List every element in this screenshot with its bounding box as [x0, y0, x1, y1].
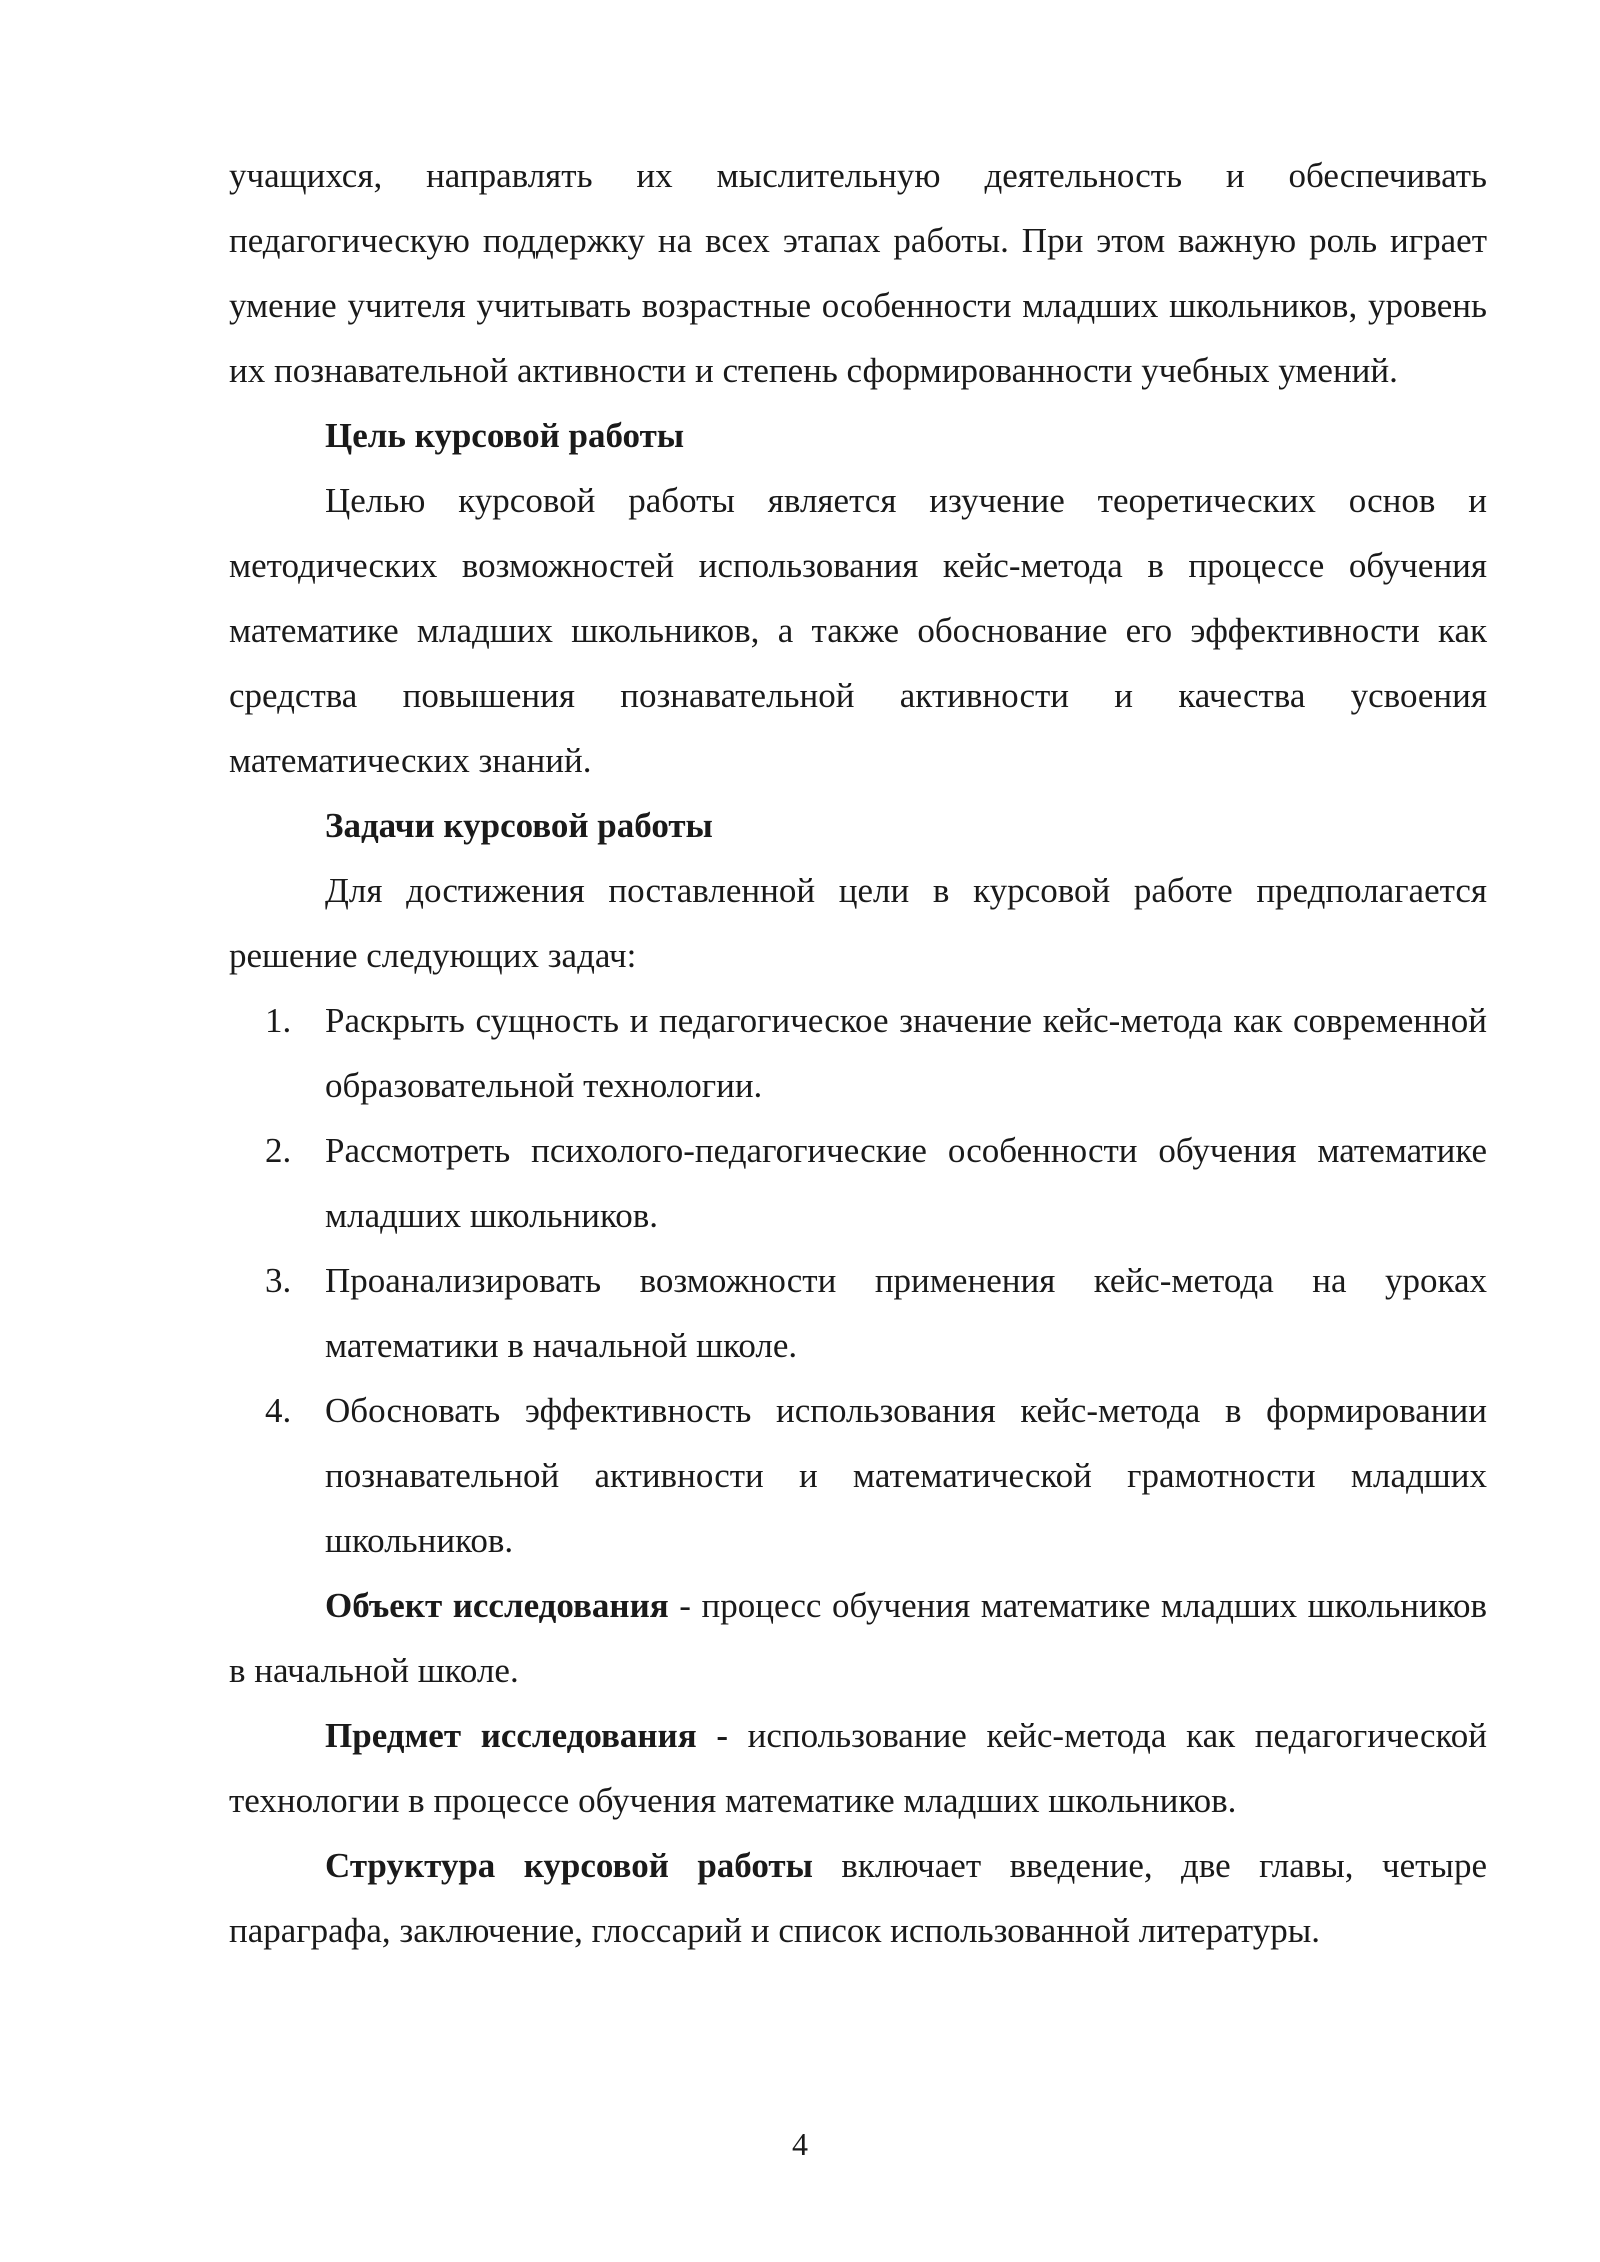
structure-text: включает введение, две главы, четыре параграфа, заключение, глоссарий и список использованной литературы. [229, 1846, 1487, 1950]
object-text: - процесс обучения математике младших школьников в начальной школе. [229, 1586, 1488, 1690]
list-item-text: Проанализировать возможности применения кейс-метода на уроках математики в начальной школе. [325, 1261, 1487, 1365]
list-item-number: 3. [265, 1261, 292, 1300]
structure-label: Структура курсовой работы [325, 1846, 813, 1885]
list-item-text: Раскрыть сущность и педагогическое значение кейс-метода как современной образовательной технологии. [325, 1001, 1487, 1105]
list-item-number: 2. [265, 1131, 292, 1170]
tasks-heading: Задачи курсовой работы [325, 806, 713, 845]
tasks-intro-paragraph: Для достижения поставленной цели в курсовой работе предполагается решение следующих задач: [229, 871, 1487, 975]
subject-label: Предмет исследования - [325, 1716, 728, 1755]
list-item-number: 4. [265, 1391, 292, 1430]
object-label: Объект исследования [325, 1586, 669, 1625]
intro-continuation-paragraph: учащихся, направлять их мыслительную деятельность и обеспечивать педагогическую поддержку на всех этапах работы. При этом важную роль играет умение учителя учитывать возрастные особенности младших школьников, уровень их познавательной активности и степень сформированности учебных умений. [229, 156, 1487, 390]
goal-paragraph: Целью курсовой работы является изучение теоретических основ и методических возможностей использования кейс-метода в процессе обучения математике младших школьников, а также обоснование его эффективности как средства повышения познавательной активности и качества усвоения математических знаний. [229, 481, 1487, 780]
list-item [229, 1378, 1487, 1573]
list-item-text: Рассмотреть психолого-педагогические особенности обучения математике младших школьников. [325, 1131, 1487, 1235]
list-item-text: Обосновать эффективность использования кейс-метода в формировании познавательной активности и математической грамотности младших школьников. [325, 1391, 1487, 1560]
list-item [229, 1118, 1487, 1248]
page-number: 4 [792, 2126, 808, 2162]
list-item-number: 1. [265, 1001, 292, 1040]
tasks-list [229, 988, 1487, 1573]
list-item [229, 988, 1487, 1118]
goal-heading: Цель курсовой работы [325, 416, 685, 455]
document-page [229, 143, 1487, 1963]
subject-text: использование кейс-метода как педагогической технологии в процессе обучения математике младших школьников. [229, 1716, 1487, 1820]
object-paragraph [229, 1573, 1487, 1703]
structure-paragraph [229, 1833, 1487, 1963]
list-item [229, 1248, 1487, 1378]
subject-paragraph [229, 1703, 1487, 1833]
